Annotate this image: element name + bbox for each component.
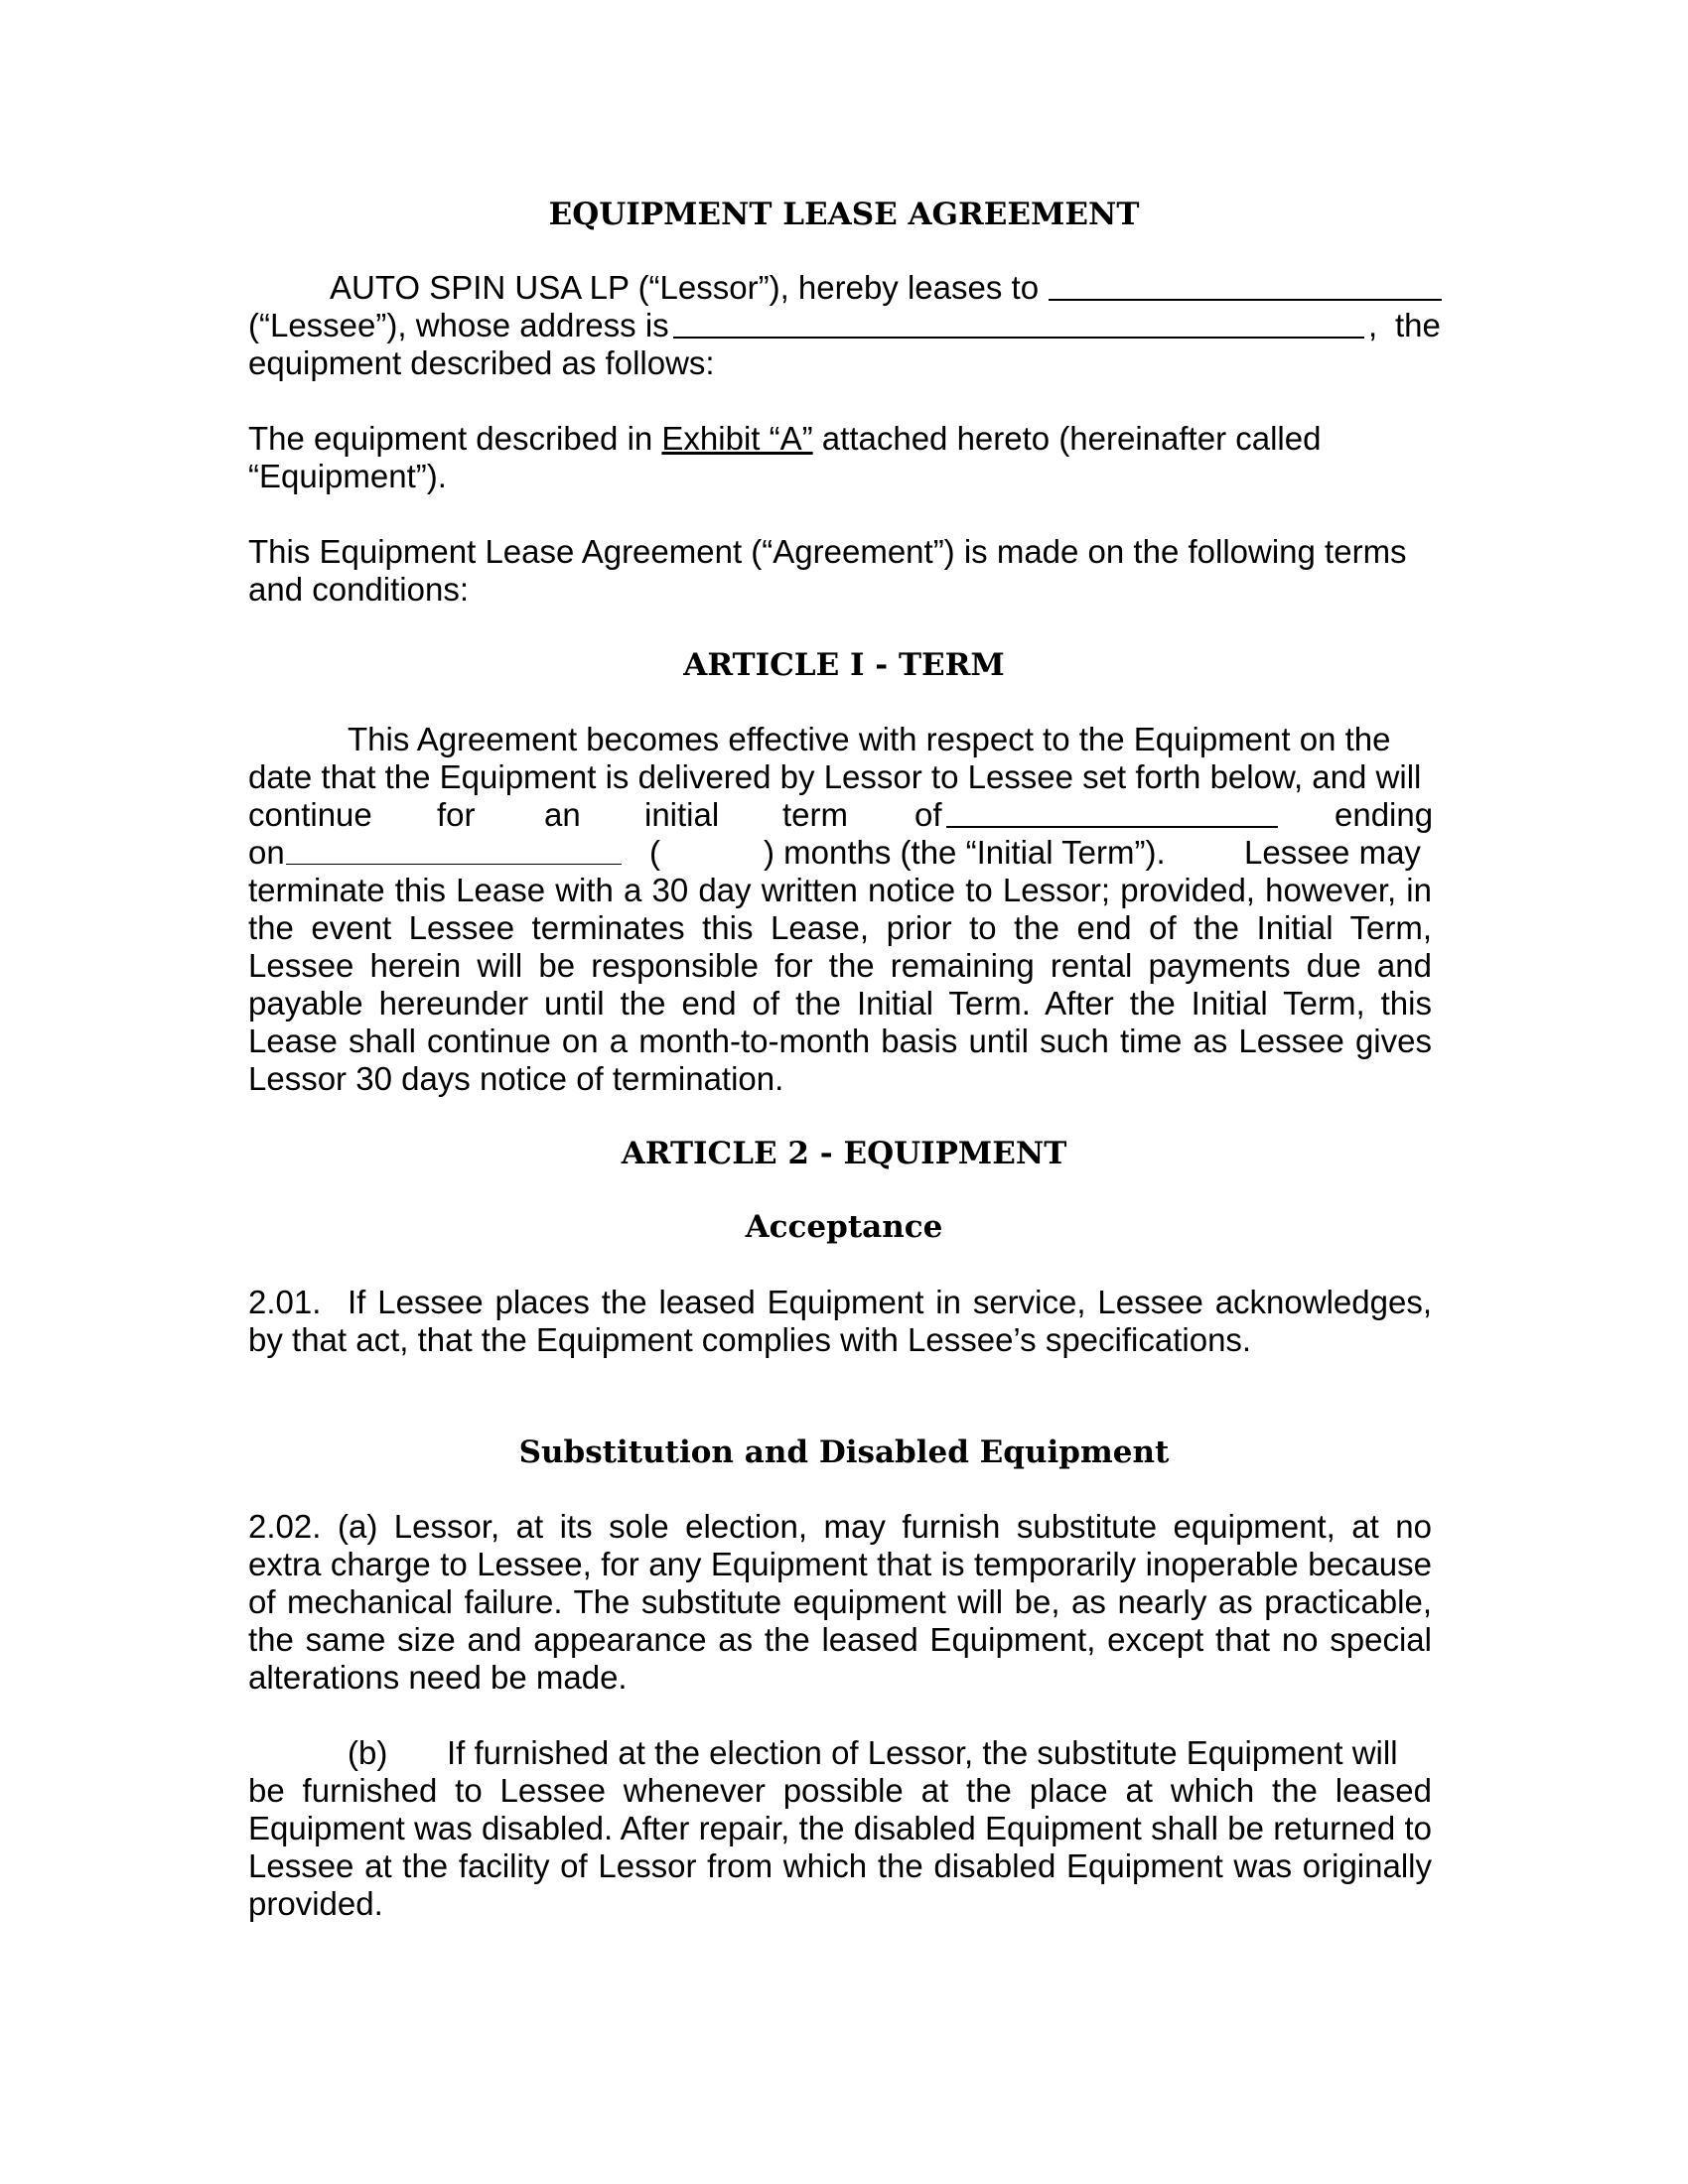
intro-line-2 xyxy=(248,307,1440,344)
section-2-02-b-line-1 xyxy=(248,1734,1432,1772)
months-initial-term-text: ) months (the “Initial Term”). xyxy=(764,834,1166,871)
article-1-line-1 xyxy=(248,721,1440,758)
equipment-paragraph xyxy=(248,420,1440,495)
comma-text: , xyxy=(1368,307,1378,343)
section-2-01-text: If Lessee places the leased Equipment in service, Lessee acknowledges, by that act, that the Equipment complies with Lessee’s specifications. xyxy=(248,1284,1432,1358)
exhibit-a-reference: Exhibit “A” xyxy=(661,420,813,457)
intro-address-label: (“Lessee”), whose address is xyxy=(248,307,669,343)
section-2-02-b-label: (b) xyxy=(348,1734,388,1771)
section-2-02-a xyxy=(248,1508,1432,1697)
intro-line-1 xyxy=(248,269,1440,307)
lessee-address-blank[interactable] xyxy=(673,307,1364,339)
equipment-text-before: The equipment described in xyxy=(248,420,662,457)
ending-date-blank[interactable] xyxy=(286,834,622,865)
article-1-line-4 xyxy=(248,834,1440,872)
intro-equipment-described: equipment described as follows: xyxy=(248,344,715,381)
word-on: on xyxy=(248,834,285,871)
word-continue: continue xyxy=(248,796,372,833)
section-2-02-a-text: (a) Lessor, at its sole election, may furnish substitute equipment, at no extra charge to Lessee, for any Equipment that is temporarily inoperable because of mechanical failure. The substitute equipment will be, as nearly as practicable, the same size and appearance as the leased Equipment, except that no special alterations need be made. xyxy=(248,1508,1432,1696)
equipment-text-line-2: “Equipment”). xyxy=(248,458,447,494)
word-of: of xyxy=(914,796,942,833)
article-1-text-1: This Agreement becomes effective with respect to the Equipment on the xyxy=(348,721,1391,757)
article-1-text-2: date that the Equipment is delivered by Lessor to Lessee set forth below, and will xyxy=(248,758,1422,795)
word-term: term xyxy=(782,796,848,833)
article-1-heading: ARTICLE I - TERM xyxy=(683,647,1005,683)
document-title: EQUIPMENT LEASE AGREEMENT xyxy=(548,197,1140,232)
section-2-02-number: 2.02. xyxy=(248,1508,322,1545)
word-ending: ending xyxy=(1335,796,1434,833)
article-1-line-2 xyxy=(248,758,1440,796)
substitution-heading: Substitution and Disabled Equipment xyxy=(518,1434,1170,1470)
initial-term-blank[interactable] xyxy=(946,796,1278,828)
article-1-rest: terminate this Lease with a 30 day written notice to Lessor; provided, however, in the event Lessee terminates this Lease, prior to the end of the Initial Term, Lessee herein will be responsible for the remaining rental payments due and payable hereunder until the end of the Initial Term. After the Initial Term, this Lease shall continue on a month-to-month basis until such time as Lessee gives Lessor 30 days notice of termination. xyxy=(248,872,1432,1097)
section-2-02-b-first-line: If furnished at the election of Lessor, the substitute Equipment will xyxy=(447,1734,1398,1771)
acceptance-heading: Acceptance xyxy=(745,1209,943,1245)
lessee-name-blank[interactable] xyxy=(1049,269,1442,301)
intro-the-text: the xyxy=(1395,307,1441,343)
word-an: an xyxy=(544,796,581,833)
intro-line-3 xyxy=(248,344,1440,382)
article-2-heading: ARTICLE 2 - EQUIPMENT xyxy=(621,1136,1067,1171)
section-2-01-number: 2.01. xyxy=(248,1284,322,1320)
agreement-paragraph: This Equipment Lease Agreement (“Agreement”) is made on the following terms and conditions: xyxy=(248,533,1407,608)
open-paren: ( xyxy=(649,834,660,871)
lessee-may-text: Lessee may xyxy=(1244,834,1421,871)
word-for: for xyxy=(437,796,476,833)
article-1-line-3 xyxy=(248,796,1440,834)
section-2-02-b-rest: be furnished to Lessee whenever possible at the place at which the leased Equipment was disabled. After repair, the disabled Equipment shall be returned to Lessee at the facility of Lessor from which the disabled Equipment was originally provided. xyxy=(248,1772,1432,1922)
equipment-text-after: attached hereto (hereinafter called xyxy=(812,420,1322,457)
word-initial: initial xyxy=(644,796,720,833)
section-2-01 xyxy=(248,1284,1432,1359)
intro-lessor-text: AUTO SPIN USA LP (“Lessor”), hereby leases to xyxy=(330,269,1040,306)
